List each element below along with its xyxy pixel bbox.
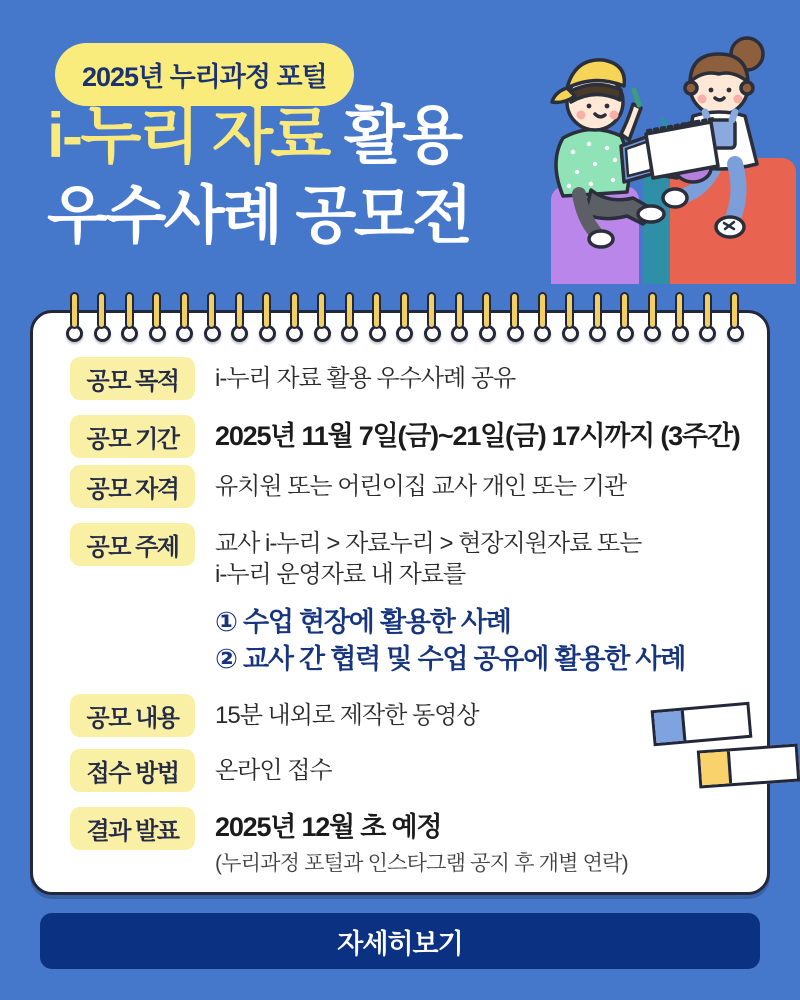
binding-pin [479, 292, 496, 344]
yellow-crayon-strip [697, 744, 800, 789]
title-rest: 활용 [328, 101, 461, 171]
results-value: 2025년 12월 초 예정 [215, 812, 442, 842]
binding-pin [176, 292, 193, 344]
binding-pin [617, 292, 634, 344]
binding-pin [534, 292, 551, 344]
row-period [70, 415, 740, 458]
period-label: 공모 기간 [70, 415, 195, 458]
portal-badge: 2025년 누리과정 포털 [55, 43, 354, 106]
children-illustration [533, 28, 800, 284]
title-line-1 [47, 96, 471, 176]
notice-content [70, 357, 740, 877]
row-content [70, 694, 740, 737]
yellow-strip-cap [700, 751, 732, 785]
submission-value: 온라인 접수 [215, 757, 332, 784]
topic-value [215, 523, 641, 590]
binding-pin [424, 292, 441, 344]
binding-pin [259, 292, 276, 344]
binding-pin [672, 292, 689, 344]
binding-pin [121, 292, 138, 344]
eligibility-label: 공모 자격 [70, 465, 195, 508]
topic-value-line-1: 교사 i-누리 > 자료누리 > 현장지원자료 또는 [215, 530, 642, 557]
topic-value-line-2: i-누리 운영자료 내 자료를 [215, 561, 466, 588]
binding-pin [149, 292, 166, 344]
purpose-label: 공모 목적 [70, 357, 195, 400]
topic-case-2: ② 교사 간 협력 및 수업 공유에 활용한 사례 [215, 644, 686, 674]
binding-pin [699, 292, 716, 344]
period-value: 2025년 11월 7일(금)~21일(금) 17시까지 (3주간) [215, 421, 740, 451]
eligibility-value: 유치원 또는 어린이집 교사 개인 또는 기관 [215, 473, 627, 500]
topic-label: 공모 주제 [70, 523, 195, 566]
topic-case-list [215, 604, 740, 678]
binding-pin [507, 292, 524, 344]
binding-pin [231, 292, 248, 344]
content-label: 공모 내용 [70, 694, 195, 737]
row-submission [70, 749, 740, 792]
binding-pin [204, 292, 221, 344]
spiral-binding [66, 292, 744, 344]
binding-pin [66, 292, 83, 344]
blue-strip-cap [654, 710, 687, 743]
binding-pin [562, 292, 579, 344]
binding-pin [314, 292, 331, 344]
title-highlight: i-누리 자료 [47, 101, 329, 171]
row-eligibility [70, 465, 740, 508]
binding-pin [727, 292, 744, 344]
binding-pin [369, 292, 386, 344]
binding-pin [589, 292, 606, 344]
topic-case-1: ① 수업 현장에 활용한 사례 [215, 607, 511, 637]
binding-pin [644, 292, 661, 344]
submission-label: 접수 방법 [70, 749, 195, 792]
results-note: (누리과정 포털과 인스타그램 공지 후 개별 연락) [215, 852, 628, 875]
binding-pin [451, 292, 468, 344]
poster-title [47, 96, 471, 256]
binding-pin [341, 292, 358, 344]
binding-pin [396, 292, 413, 344]
row-results [70, 807, 740, 877]
content-value: 15분 내외로 제작한 동영상 [215, 702, 479, 729]
binding-pin [286, 292, 303, 344]
details-button[interactable]: 자세히보기 [40, 913, 760, 969]
title-line-2: 우수사례 공모전 [47, 181, 471, 251]
purpose-value: i-누리 자료 활용 우수사례 공유 [215, 365, 516, 392]
binding-pin [94, 292, 111, 344]
row-topic [70, 523, 740, 590]
results-label: 결과 발표 [70, 807, 195, 850]
row-purpose [70, 357, 740, 400]
